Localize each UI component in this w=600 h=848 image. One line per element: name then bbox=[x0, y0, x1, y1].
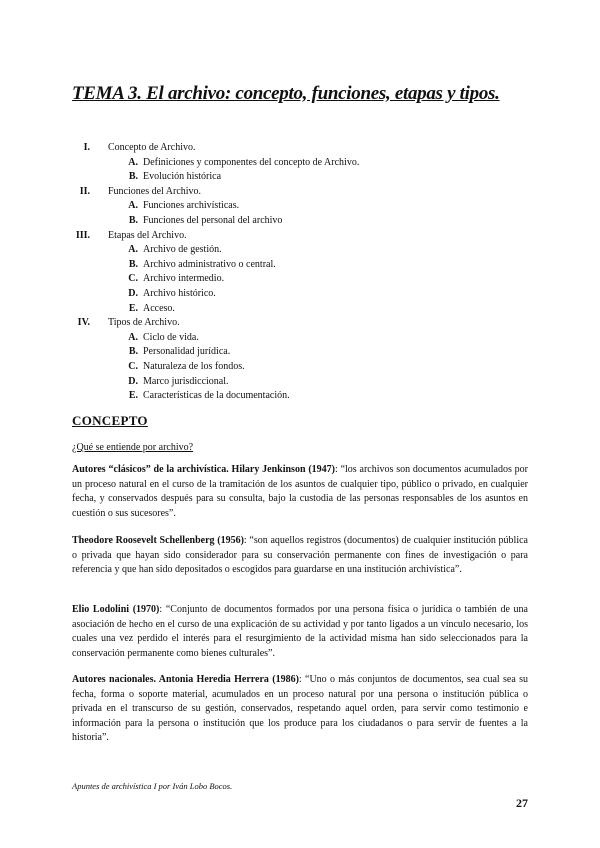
toc-subitem-label: Evolución histórica bbox=[143, 171, 222, 183]
toc-subitem-letter: B. bbox=[128, 215, 138, 226]
toc-subitem-label: Ciclo de vida. bbox=[143, 331, 199, 343]
definition-text: : “los archivos son documentos acumulados por un proceso natural en el curso de la tramitación de los asuntos de cualquier tipo, público o privado, en cualquier fecha, y conservados después para su consulta, bajo la custodia de las personas responsables de los asuntos en cuestión o sus sucesores”. bbox=[72, 464, 528, 519]
toc-subitem-letter: B. bbox=[128, 258, 138, 270]
toc-subitem-label: Características de la documentación. bbox=[143, 390, 290, 402]
toc-subitem-label: Funciones del personal del archivo bbox=[143, 215, 283, 226]
toc-subitem-label: Archivo intermedio. bbox=[143, 273, 225, 285]
definition-author: Theodore Roosevelt Schellenberg (1956) bbox=[72, 535, 244, 546]
toc-item-label: Funciones del Archivo. bbox=[108, 185, 202, 197]
toc-subitem-letter: B. bbox=[128, 171, 138, 183]
page-title: TEMA 3. El archivo: concepto, funciones, etapas y tipos. bbox=[72, 83, 500, 104]
toc-subitem-label: Acceso. bbox=[143, 302, 175, 314]
definition-text: : “Uno o más conjuntos de documentos, sea cual sea su fecha, forma o soporte material, acumulados en un proceso natural por una persona o institución pública o privada en el transcurso de su gestión, conservados, respetando aquel orden, para servir como testimonio e información para la persona o institución que los produce para los ciudadanos o para servir de fuentes a la historia”. bbox=[72, 674, 528, 744]
definition-paragraph bbox=[72, 534, 528, 578]
page-footer: Apuntes de archivística I por Iván Lobo Bocos. bbox=[72, 781, 233, 791]
toc-item-number: IV. bbox=[77, 317, 90, 329]
definition-text: : “Conjunto de documentos formados por una persona física o jurídica o también de una asociación de hecho en el curso de una explicación de su actividad y por tanto ligados a un vínculo necesario, los cuales una vez perdido el interés para el resurgimiento de la actividad misma han sido seleccionados para la conservación permanente como bienes culturales”. bbox=[72, 604, 528, 659]
toc-item-label: Concepto de Archivo. bbox=[108, 142, 196, 153]
section-heading: CONCEPTO bbox=[72, 413, 148, 428]
toc-item-label: Etapas del Archivo. bbox=[108, 229, 187, 241]
toc-subitem-label: Marco jurisdiccional. bbox=[143, 375, 229, 387]
toc-subitem-letter: A. bbox=[128, 331, 138, 343]
toc-subitem-letter: C. bbox=[128, 361, 138, 372]
question-heading: ¿Qué se entiende por archivo? bbox=[72, 442, 194, 453]
toc-subitem-letter: E. bbox=[128, 390, 138, 402]
toc-subitem-label: Archivo de gestión. bbox=[143, 244, 222, 256]
definition-author: Elio Lodolini (1970) bbox=[72, 604, 160, 615]
definition-author: Autores “clásicos” de la archivística. Hilary Jenkinson (1947) bbox=[72, 464, 335, 475]
toc-item-label: Tipos de Archivo. bbox=[108, 317, 180, 329]
toc-subitem-letter: D. bbox=[128, 288, 138, 299]
toc-subitem-letter: B. bbox=[128, 346, 138, 358]
toc-subitem-letter: D. bbox=[128, 375, 138, 387]
toc-subitem-label: Archivo administrativo o central. bbox=[143, 258, 276, 270]
toc-subitem-letter: A. bbox=[128, 244, 138, 256]
toc-subitem-label: Definiciones y componentes del concepto de Archivo. bbox=[143, 156, 360, 168]
definition-paragraph bbox=[72, 673, 528, 746]
toc-subitem-label: Funciones archivísticas. bbox=[143, 200, 240, 212]
toc-item-number: III. bbox=[75, 229, 90, 241]
page-number: 27 bbox=[516, 796, 528, 810]
definition-paragraph bbox=[72, 463, 528, 521]
toc-subitem-label: Naturaleza de los fondos. bbox=[143, 361, 245, 372]
toc-item-number: II. bbox=[79, 185, 90, 197]
definition-text: : “son aquellos registros (documentos) de cualquier institución pública o privada que hayan sido considerador para su conservación permanente con fines de investigación o para referencia y que han sido depositados o escogidos para guardarse en una institución archivística”. bbox=[72, 535, 528, 576]
toc-item-number: I. bbox=[83, 142, 90, 153]
toc-subitem-label: Archivo histórico. bbox=[143, 288, 216, 299]
toc-subitem-letter: C. bbox=[128, 273, 138, 285]
toc-subitem-letter: A. bbox=[128, 200, 138, 212]
toc-subitem-label: Personalidad jurídica. bbox=[143, 346, 231, 358]
definition-paragraph bbox=[72, 603, 528, 661]
definition-author: Autores nacionales. Antonia Heredia Herrera (1986) bbox=[72, 674, 299, 685]
toc-subitem-letter: A. bbox=[128, 156, 138, 168]
toc-subitem-letter: E. bbox=[128, 302, 138, 314]
